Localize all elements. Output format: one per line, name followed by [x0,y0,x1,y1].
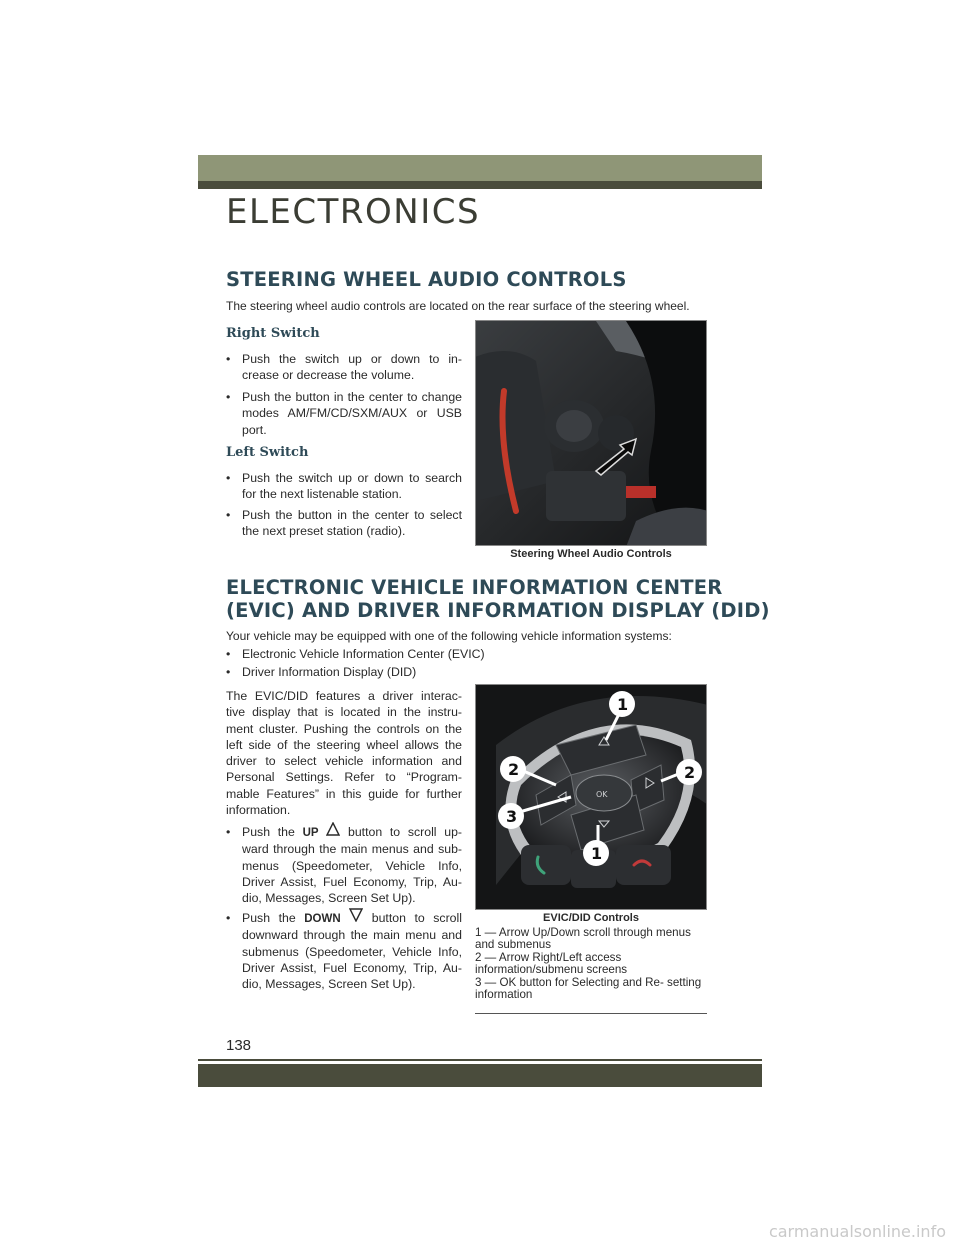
evic-down-item: • Push the DOWN button to scroll downward through the main menu and submenus (Speedometer, Vehicle Info, Driver Assist, Fuel Economy, Trip, Au- dio, Messages, Screen Set Up). [226,908,462,992]
left-switch-item: • Push the button in the center to select the next preset station (radio). [226,508,462,539]
steering-wheel-illustration [476,321,707,546]
section-title: ELECTRONICS [226,192,481,232]
steering-photo-caption: Steering Wheel Audio Controls [510,548,672,560]
legend-item: 1 — Arrow Up/Down scroll through menus and submenus [475,926,691,952]
evic-up-item: • Push the UP button to scroll up- ward through the main menus and sub- menus (Speedometer, Vehicle Info, Driver Assist, Fuel Economy, Trip, Au- dio, Messages, Screen Set Up). [226,822,462,906]
right-switch-heading: Right Switch [226,326,320,341]
evic-body: The EVIC/DID features a driver interac- tive display that is located in the instru- ment cluster. Pushing the controls on the left side of the steering wheel allows the driver to select vehicle information and Personal Settings. Refer to “Program- mable Features” in this guide for further information. [226,689,462,818]
evic-controls-illustration [476,685,707,910]
legend-item: 2 — Arrow Right/Left access information/submenu screens [475,950,628,977]
steering-intro: The steering wheel audio controls are located on the rear surface of the steering wheel. [226,299,690,313]
legend-item: 3 — OK button for Selecting and Re- setting information [475,975,702,1002]
evic-photo-caption: EVIC/DID Controls [543,912,639,924]
right-switch-item: • Push the switch up or down to in- crease or decrease the volume. [226,352,462,383]
evic-heading-line2: (EVIC) AND DRIVER INFORMATION DISPLAY (DID) [226,599,770,622]
callout-label: 1 [617,695,629,714]
evic-heading-line1: ELECTRONIC VEHICLE INFORMATION CENTER [226,576,723,599]
legend-rule [475,1013,707,1014]
evic-intro: Your vehicle may be equipped with one of the following vehicle information systems: [226,629,672,643]
footer-rule [198,1059,762,1061]
evic-system-item: • Electronic Vehicle Information Center (EVIC) [226,647,485,661]
left-switch-item: • Push the switch up or down to search for the next listenable station. [226,471,462,502]
ok-key-label: OK [596,790,608,799]
callout-label: 1 [591,844,603,863]
header-band [198,155,762,181]
steering-wheel-photo [475,320,707,546]
header-band-dark [198,181,762,189]
callout-label: 2 [508,760,520,779]
down-triangle-icon [349,908,363,926]
evic-system-item: • Driver Information Display (DID) [226,665,417,679]
evic-controls-photo [475,684,707,910]
callout-label: 2 [684,763,696,782]
page-number: 138 [226,1037,252,1054]
watermark: carmanualsonline.info [0,1222,960,1242]
callout-label: 3 [506,807,518,826]
up-triangle-icon [326,822,340,840]
left-switch-heading: Left Switch [226,445,309,460]
evic-legend [475,927,707,1001]
right-switch-item: • Push the button in the center to change modes AM/FM/CD/SXM/AUX or USB port. [226,390,462,437]
footer-band [198,1064,762,1087]
steering-heading: STEERING WHEEL AUDIO CONTROLS [226,268,627,291]
